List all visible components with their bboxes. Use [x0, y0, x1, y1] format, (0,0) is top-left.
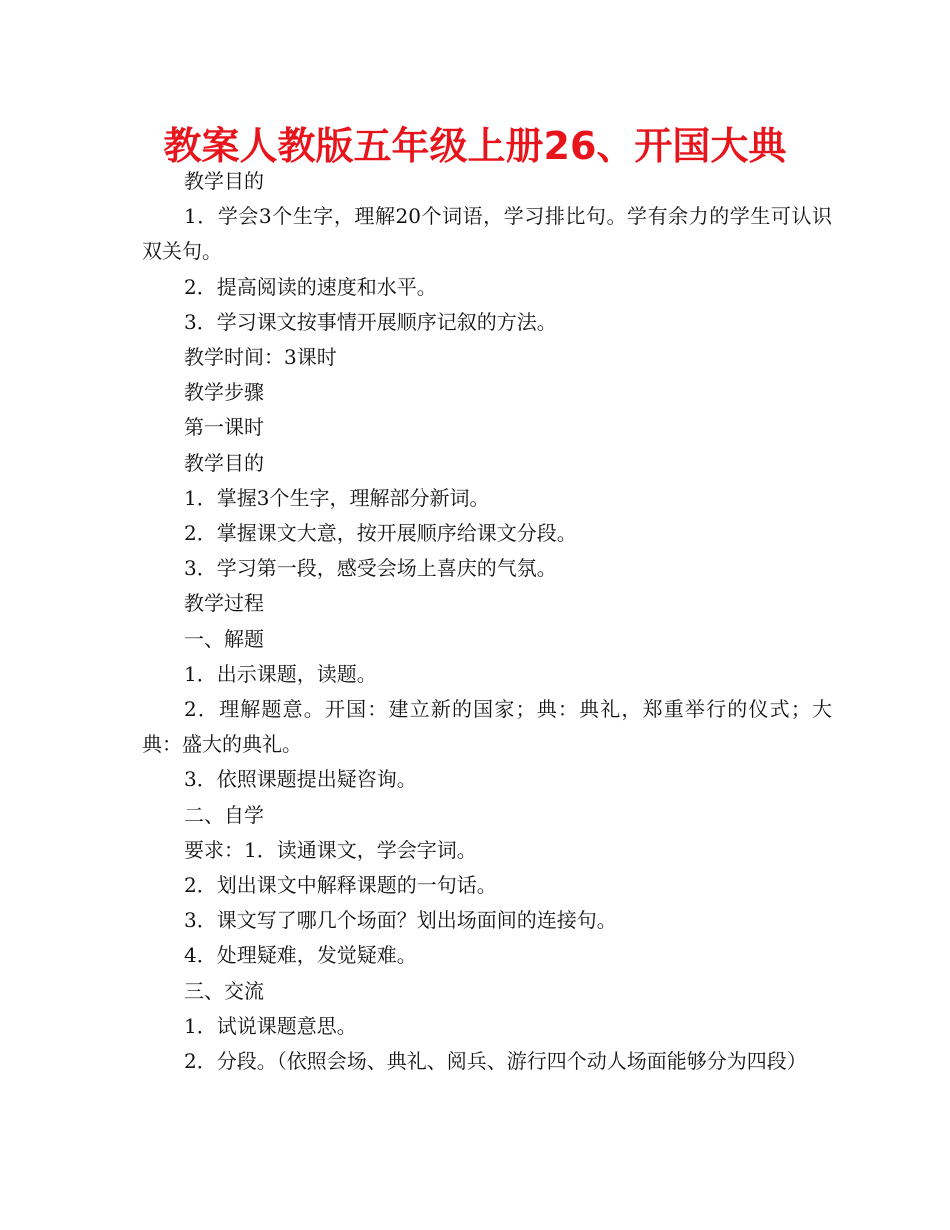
paragraph: 二、自学 — [184, 802, 264, 827]
paragraph: 2．提高阅读的速度和水平。 — [184, 274, 437, 299]
paragraph: 2．掌握课文大意，按开展顺序给课文分段。 — [184, 521, 577, 546]
paragraph: 第一课时 — [184, 415, 264, 440]
paragraph: 教学目的 — [184, 169, 264, 193]
paragraph: 3．学习第一段，感受会场上喜庆的气氛。 — [184, 556, 557, 581]
document-body — [142, 164, 832, 1079]
paragraph: 4．处理疑难，发觉疑难。 — [184, 943, 417, 968]
paragraph: 2．划出课文中解释课题的一句话。 — [184, 873, 497, 898]
paragraph: 3．学习课文按事情开展顺序记叙的方法。 — [184, 309, 557, 334]
paragraph: 要求：1．读通课文，学会字词。 — [184, 837, 477, 862]
paragraph: 1．试说课题意思。 — [184, 1013, 357, 1038]
paragraph: 1．出示课题，读题。 — [184, 661, 377, 686]
paragraph: 三、交流 — [184, 978, 264, 1003]
paragraph: 教学过程 — [184, 591, 264, 616]
paragraph: 教学步骤 — [184, 380, 264, 405]
paragraph: 一、解题 — [184, 626, 264, 651]
paragraph: 教学时间：3课时 — [184, 345, 337, 370]
paragraph: 3．课文写了哪几个场面？划出场面间的连接句。 — [184, 908, 617, 933]
paragraph: 1．学会3个生字，理解20个词语，学习排比句。学有余力的学生可认识双关句。 — [142, 204, 832, 264]
paragraph: 2．分段。（依照会场、典礼、阅兵、游行四个动人场面能够分为四段） — [184, 1049, 807, 1074]
paragraph: 1．掌握3个生字，理解部分新词。 — [184, 485, 490, 510]
paragraph: 教学目的 — [184, 450, 264, 475]
document-title: 教案人教版五年级上册26、开国大典 — [163, 124, 787, 168]
paragraph: 3．依照课题提出疑咨询。 — [184, 767, 417, 792]
paragraph: 2．理解题意。开国：建立新的国家；典：典礼，郑重举行的仪式；大典：盛大的典礼。 — [142, 697, 832, 757]
